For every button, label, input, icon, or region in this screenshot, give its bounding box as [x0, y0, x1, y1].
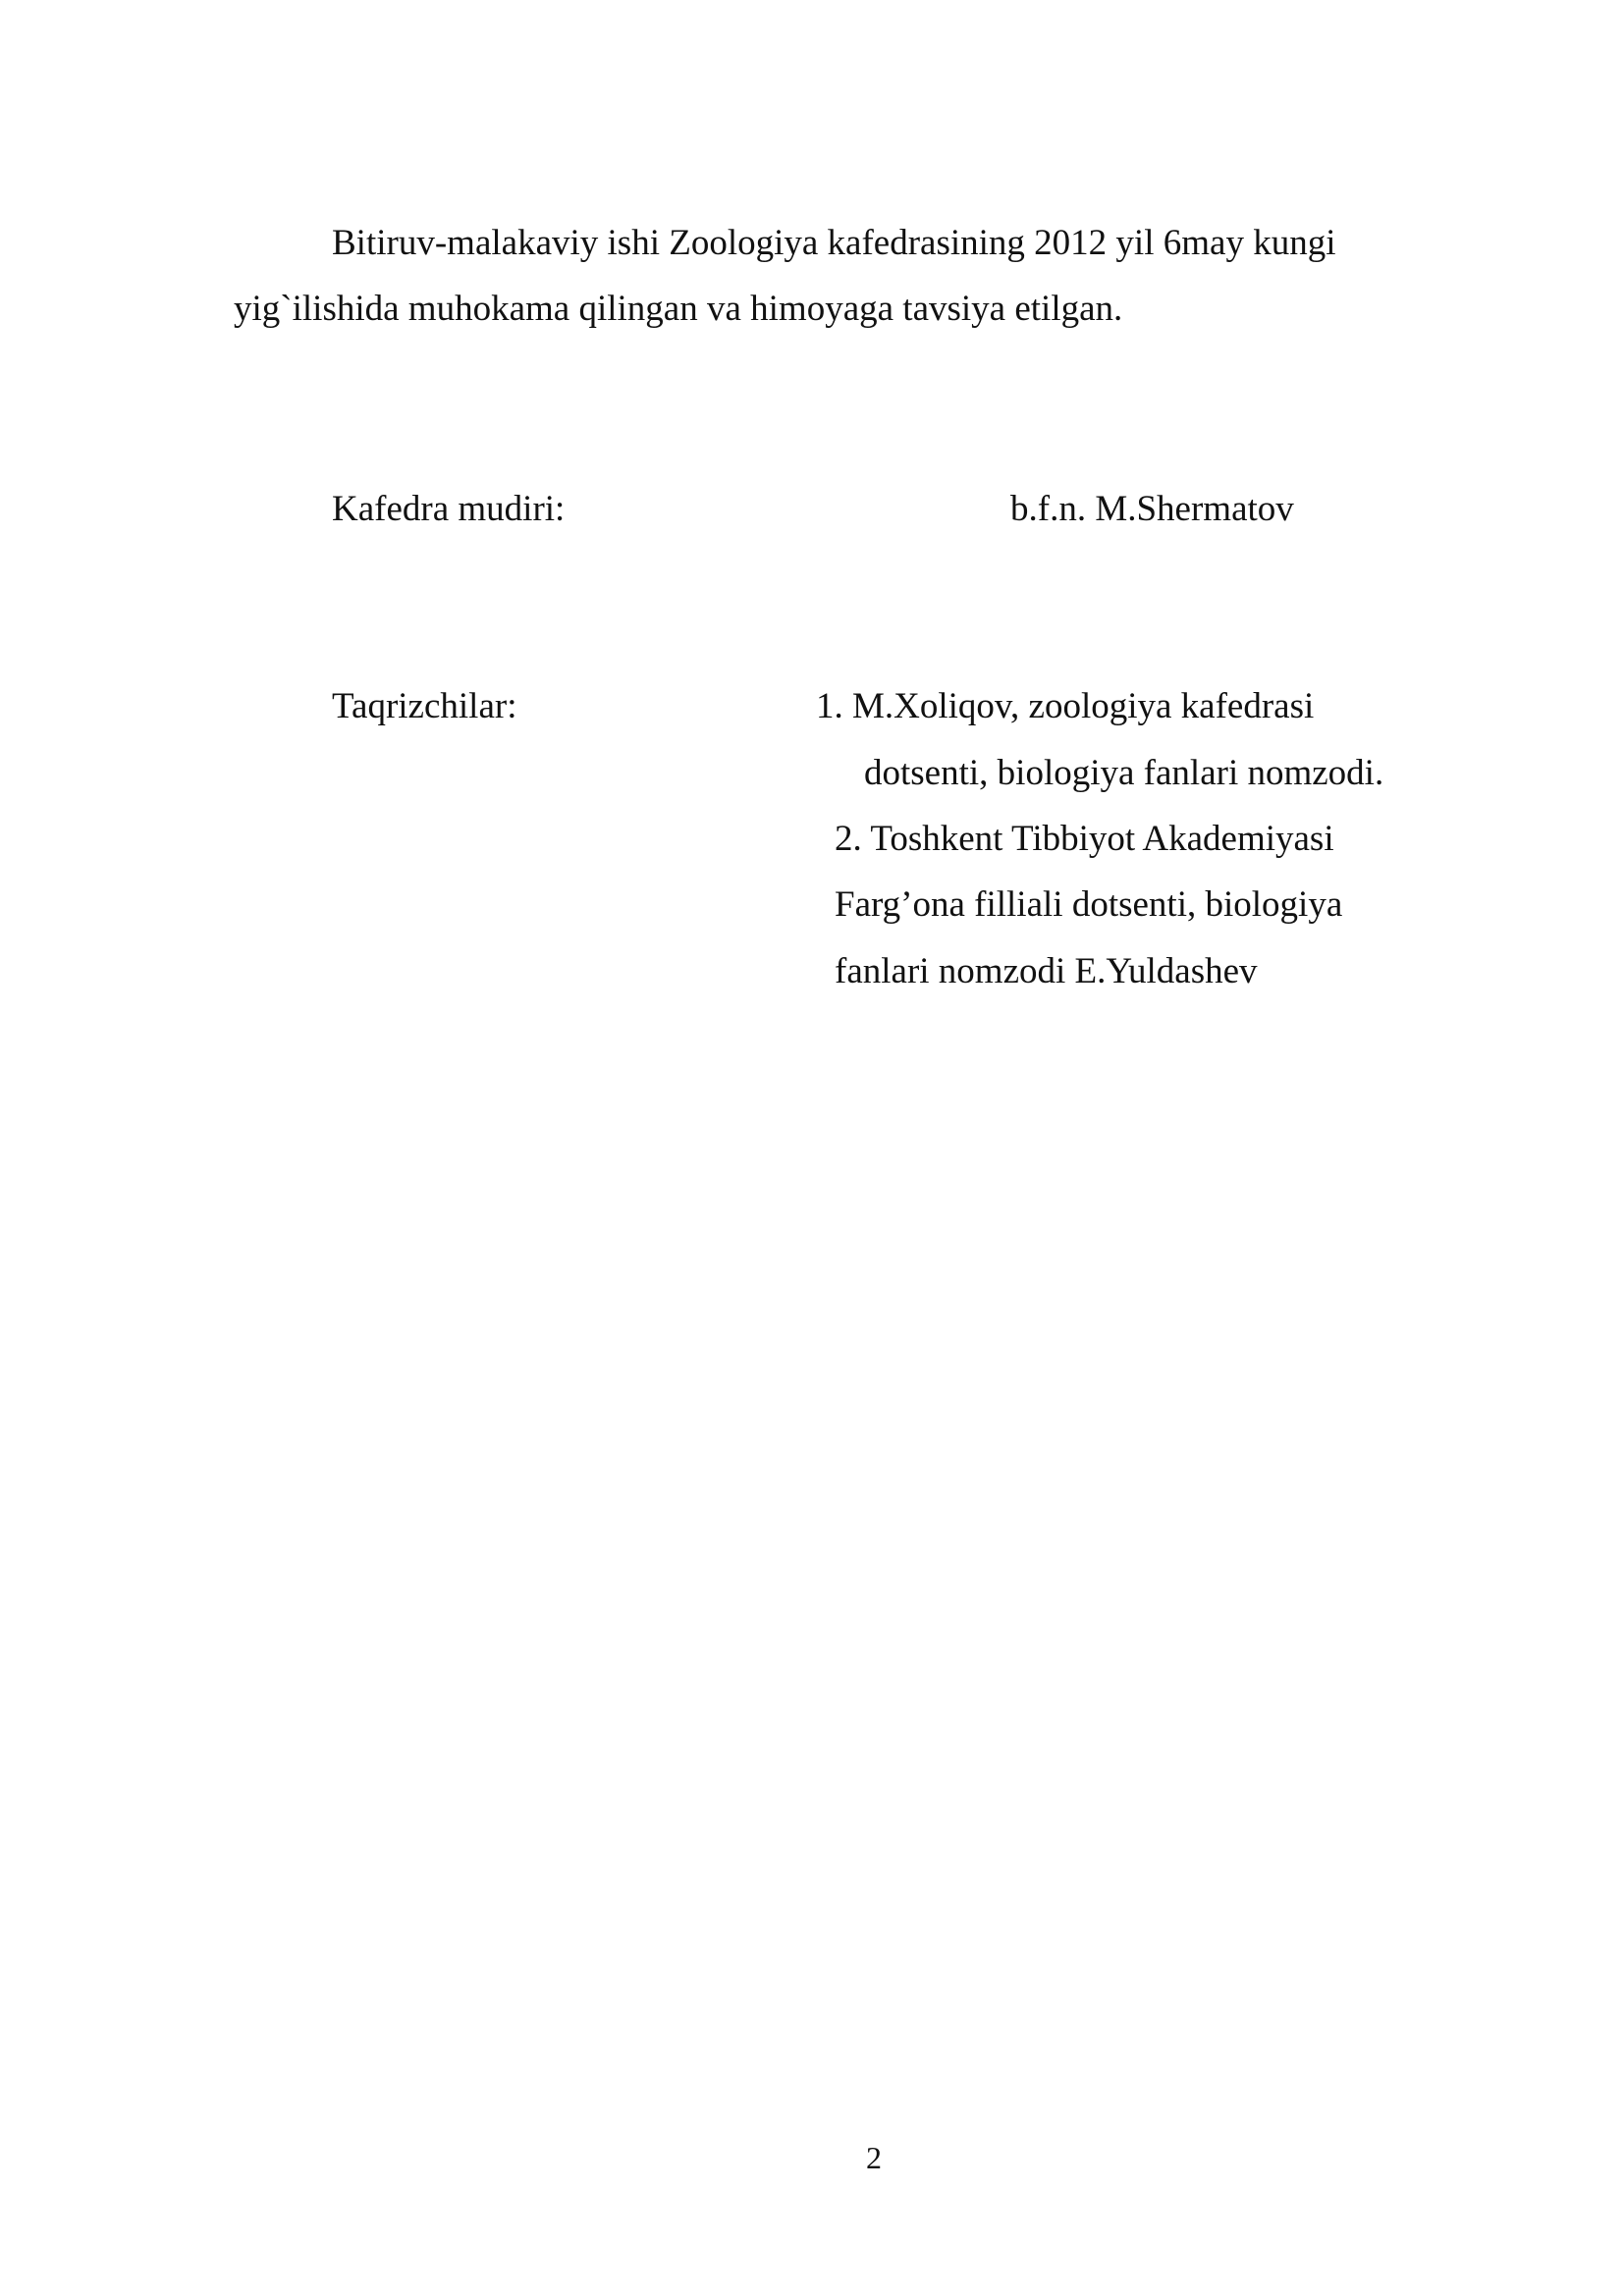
head-of-department-name: b.f.n. M.Shermatov	[1010, 489, 1294, 529]
reviewer-line: fanlari nomzodi E.Yuldashev	[835, 951, 1258, 991]
reviewer-line: Farg’ona filliali dotsenti, biologiya	[835, 884, 1343, 925]
reviewer-line: 1. M.Xoliqov, zoologiya kafedrasi	[816, 686, 1315, 726]
reviewers-label: Taqrizchilar:	[332, 686, 517, 726]
intro-line-1: Bitiruv-malakaviy ishi Zoologiya kafedrasining 2012 yil 6may kungi	[332, 223, 1336, 263]
head-of-department-label: Kafedra mudiri:	[332, 489, 566, 529]
reviewer-line: 2. Toshkent Tibbiyot Akademiyasi	[835, 819, 1334, 859]
reviewer-line: dotsenti, biologiya fanlari nomzodi.	[864, 753, 1384, 793]
intro-line-2: yig`ilishida muhokama qilingan va himoyaga tavsiya etilgan.	[234, 289, 1123, 329]
page-number: 2	[866, 2140, 882, 2175]
